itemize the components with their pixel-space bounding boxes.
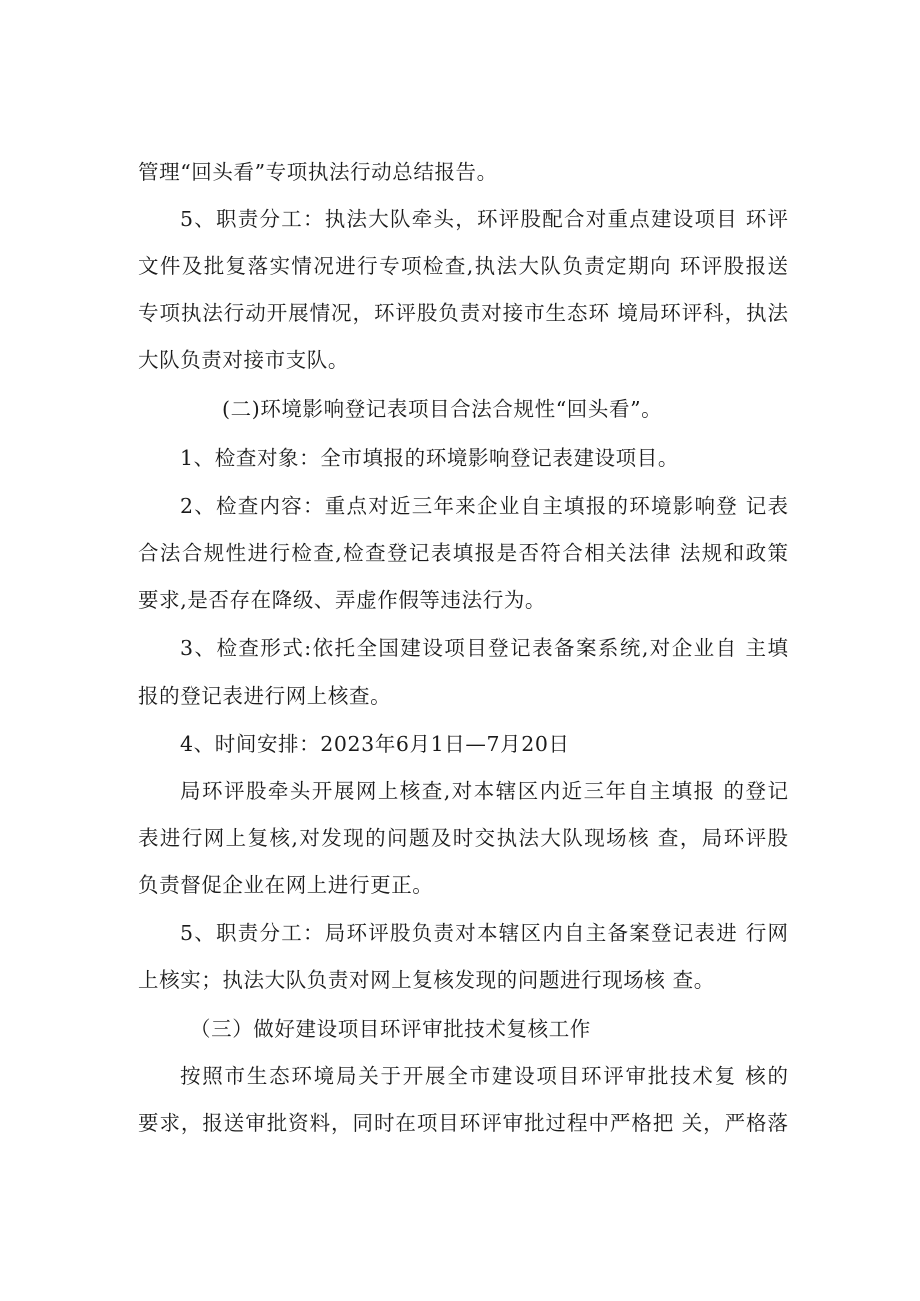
text-line: 2、检查内容：重点对近三年来企业自主填报的环境影响登 记表 <box>180 494 788 518</box>
text-line: 专项执法行动开展情况，环评股负责对接市生态环 境局环评科，执法 <box>138 301 788 325</box>
text-line: 5、职责分工：局环评股负责对本辖区内自主备案登记表进 行网 <box>180 921 788 945</box>
text-line: 负责督促企业在网上进行更正。 <box>138 873 434 897</box>
text-line: 5、职责分工：执法大队牵头，环评股配合对重点建设项目 环评 <box>180 207 788 231</box>
text-line: 3、检查形式:依托全国建设项目登记表备案系统,对企业自 主填 <box>180 636 788 660</box>
section-heading: （三）做好建设项目环评审批技术复核工作 <box>190 1017 591 1041</box>
text-line: 1、检查对象：全市填报的环境影响登记表建设项目。 <box>180 446 679 470</box>
text-line: 要求,是否存在降级、弄虚作假等违法行为。 <box>138 588 547 612</box>
text-line: 按照市生态环境局关于开展全市建设项目环评审批技术复 核的 <box>180 1064 788 1088</box>
text-line: 局环评股牵头开展网上核查,对本辖区内近三年自主填报 的登记 <box>180 779 788 803</box>
text-line: 报的登记表进行网上核查。 <box>138 684 392 708</box>
text-line: 文件及批复落实情况进行专项检查,执法大队负责定期向 环评股报送 <box>138 254 788 278</box>
text-line: 管理“回头看”专项执法行动总结报告。 <box>138 160 498 184</box>
text-line: 要求，报送审批资料，同时在项目环评审批过程中严格把 关，严格落 <box>138 1111 788 1135</box>
text-line: 4、时间安排：2023年6月1日—7月20日 <box>180 732 570 756</box>
section-heading: (二)环境影响登记表项目合法合规性“回头看”。 <box>222 397 663 421</box>
text-line: 表进行网上复核,对发现的问题及时交执法大队现场核 查，局环评股 <box>138 826 788 850</box>
text-line: 合法合规性进行检查,检查登记表填报是否符合相关法律 法规和政策 <box>138 541 788 565</box>
text-line: 上核实；执法大队负责对网上复核发现的问题进行现场核 查。 <box>138 968 715 992</box>
text-line: 大队负责对接市支队。 <box>138 348 349 372</box>
